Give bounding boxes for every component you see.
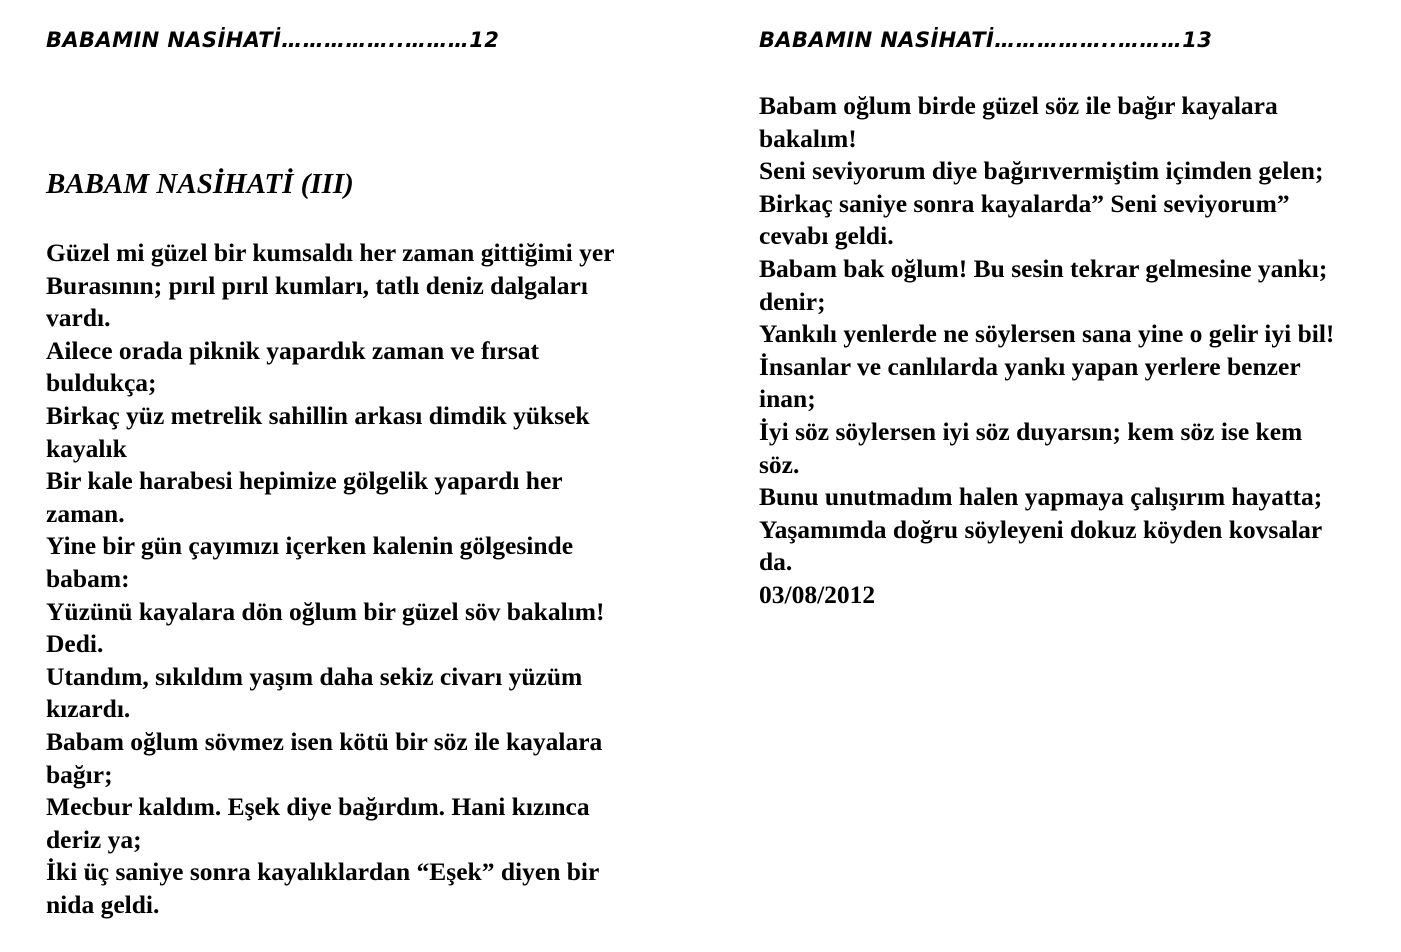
poem-line: Babam bak oğlum! Bu sesin tekrar gelmesine yankı; — [759, 253, 1328, 283]
poem-line: Bir kale harabesi hepimize gölgelik yapardı her — [46, 466, 563, 496]
poem-line: Birkaç yüz metrelik sahillin arkası dimdik yüksek — [46, 400, 590, 430]
poem-line: Ailece orada piknik yapardık zaman ve fırsat — [46, 335, 540, 365]
poem-line: söz. — [759, 449, 800, 479]
poem-line: buldukça; — [46, 368, 157, 398]
poem-line: babam: — [46, 563, 130, 593]
poem-line: kızardı. — [46, 694, 131, 724]
poem-line: İki üç saniye sonra kayalıklardan “Eşek” diyen bir — [46, 857, 600, 887]
poem-line: İnsanlar ve canlılarda yankı yapan yerlere benzer — [759, 351, 1301, 381]
poem-line: Dedi. — [46, 629, 104, 659]
poem-line: inan; — [759, 384, 816, 414]
poem-line: bağır; — [46, 759, 113, 789]
poem-line: cevabı geldi. — [759, 221, 894, 251]
poem-line: Babam oğlum birde güzel söz ile bağır kayalara — [759, 91, 1278, 120]
page-header: BABAMIN NASİHATİ……………..………13 — [759, 28, 1213, 52]
poem-line: Seni seviyorum diye bağırıvermiştim içimden gelen; — [759, 156, 1324, 186]
poem-line: denir; — [759, 286, 826, 316]
poem-line: Babam oğlum sövmez isen kötü bir söz ile kayalara — [46, 726, 603, 756]
poem-title: BABAM NASİHATİ (III) — [46, 168, 354, 200]
page-header: BABAMIN NASİHATİ……………..………12 — [46, 28, 500, 52]
poem-line: Yüzünü kayalara dön oğlum bir güzel söv bakalım! — [46, 596, 605, 626]
poem-line: kayalık — [46, 433, 127, 463]
poem-line: Mecbur kaldım. Eşek diye bağırdım. Hani kızınca — [46, 792, 590, 822]
poem-line: Güzel mi güzel bir kumsaldı her zaman gittiğimi yer — [46, 238, 615, 267]
right-page — [759, 0, 1401, 952]
poem-body — [759, 90, 1401, 612]
poem-line: zaman. — [46, 498, 125, 528]
poem-line: Utandım, sıkıldım yaşım daha sekiz civarı yüzüm — [46, 661, 583, 691]
poem-line: da. — [759, 547, 793, 577]
poem-date: 03/08/2012 — [759, 579, 876, 609]
poem-line: vardı. — [46, 303, 111, 333]
poem-line: Burasının; pırıl pırıl kumları, tatlı deniz dalgaları — [46, 270, 588, 300]
poem-body — [46, 237, 696, 921]
left-page — [46, 0, 696, 952]
poem-line: İyi söz söylersen iyi söz duyarsın; kem söz ise kem — [759, 416, 1303, 446]
poem-line: Yaşamımda doğru söyleyeni dokuz köyden kovsalar — [759, 514, 1323, 544]
poem-line: Birkaç saniye sonra kayalarda” Seni seviyorum” — [759, 188, 1290, 218]
poem-line: Bunu unutmadım halen yapmaya çalışırım hayatta; — [759, 482, 1323, 512]
poem-line: nida geldi. — [46, 889, 160, 919]
poem-line: bakalım! — [759, 123, 857, 153]
poem-line: deriz ya; — [46, 824, 142, 854]
poem-line: Yine bir gün çayımızı içerken kalenin gölgesinde — [46, 531, 574, 561]
poem-line: Yankılı yenlerde ne söylersen sana yine o gelir iyi bil! — [759, 319, 1335, 349]
